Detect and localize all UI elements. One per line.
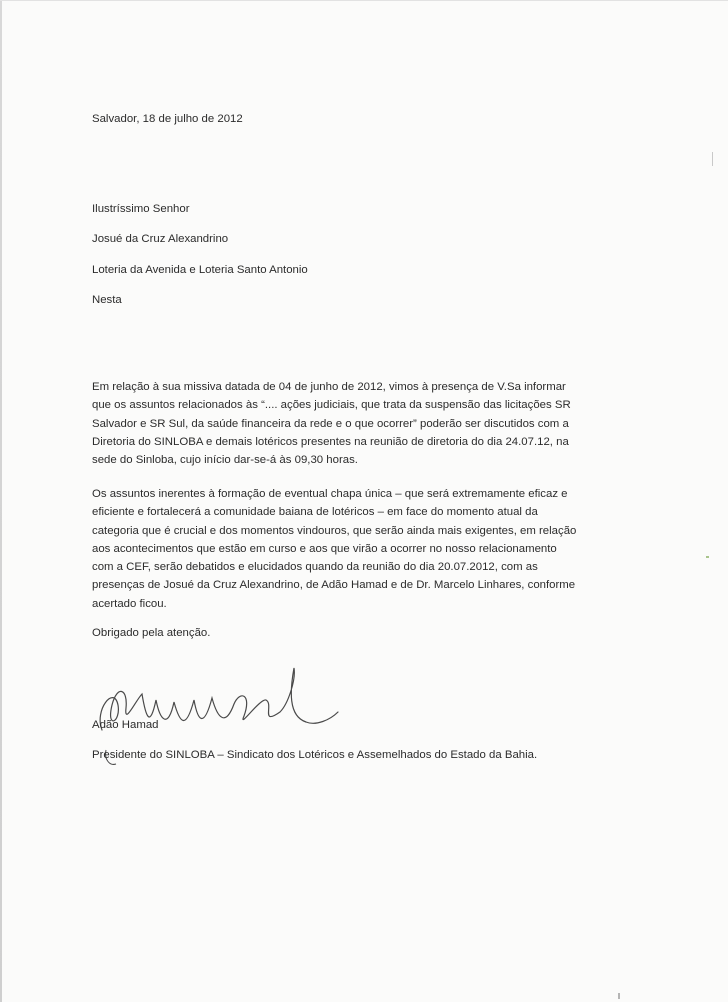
paragraph-line: aos acontecimentos que estão em curso e aos que virão a ocorrer no nosso relacionamento [92,542,557,555]
signer-title: Presidente do SINLOBA – Sindicato dos Lotéricos e Assemelhados do Estado da Bahia. [92,749,538,761]
scan-speck [712,152,713,166]
signer-name: Adão Hamad [92,719,159,731]
scan-edge-top [0,0,728,1]
paragraph-line: Diretoria do SINLOBA e demais lotéricos presentes na reunião de diretoria do dia 24.07.12, na [92,435,569,448]
scan-speck [618,993,620,999]
paragraph-line: presenças de Josué da Cruz Alexandrino, de Adão Hamad e de Dr. Marcelo Linhares, conforme [92,579,576,592]
paragraph-line: Salvador e SR Sul, da saúde financeira da rede e o que ocorrer” poderão ser discutidos com a [92,417,569,430]
paragraph-line: Os assuntos inerentes à formação de eventual chapa única – que será extremamente eficaz e [92,488,568,500]
recipient-name: Josué da Cruz Alexandrino [92,233,229,245]
paragraph-2 [92,485,632,613]
recipient-location: Nesta [92,294,122,306]
closing-line: Obrigado pela atenção. [92,627,211,639]
recipient-company: Loteria da Avenida e Loteria Santo Antonio [92,264,308,276]
letter-date: Salvador, 18 de julho de 2012 [92,113,243,125]
paragraph-1 [92,378,632,469]
scan-speck [706,556,709,558]
paragraph-line: categoria que é crucial e dos momentos vindouros, que serão ainda mais exigentes, em relação [92,524,577,537]
recipient-salutation: Ilustríssimo Senhor [92,203,190,215]
paragraph-line: eficiente e fortalecerá a comunidade baiana de lotéricos – em face do momento atual da [92,506,538,519]
scan-edge [0,0,2,1002]
paragraph-line: Em relação à sua missiva datada de 04 de junho de 2012, vimos à presença de V.Sa informar [92,381,566,393]
paragraph-line: com a CEF, serão debatidos e elucidados quando da reunião do dia 20.07.2012, com as [92,561,538,574]
paragraph-line: que os assuntos relacionados às “.... ações judiciais, que trata da suspensão das licitações SR [92,399,571,412]
paragraph-line: sede do Sinloba, cujo início dar-se-á às 09,30 horas. [92,454,358,467]
paragraph-line: acertado ficou. [92,597,167,610]
